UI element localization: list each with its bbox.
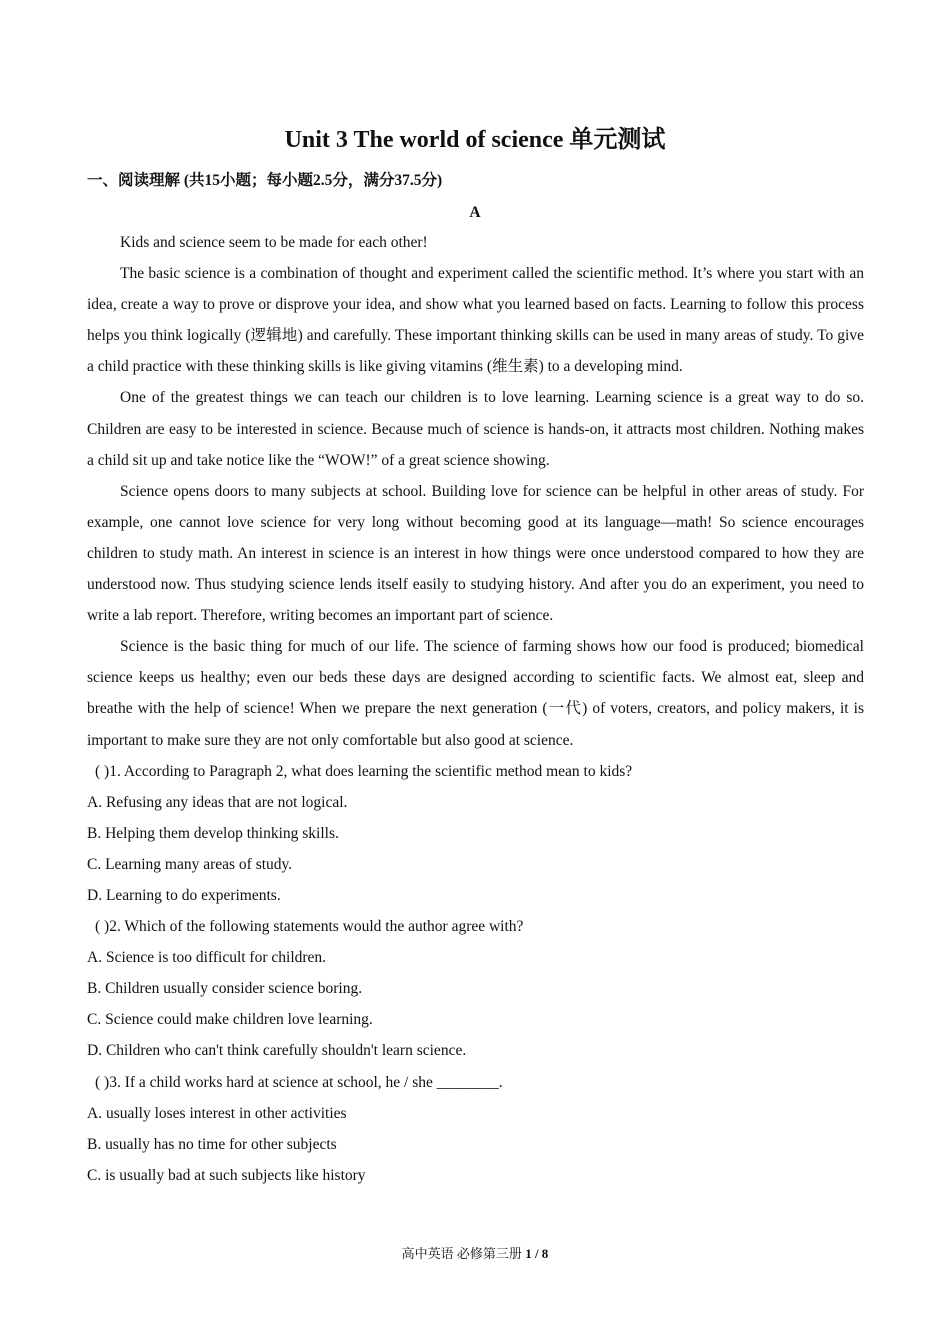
question-3-stem: ( )3. If a child works hard at science at school, he / she ________. <box>95 1073 503 1091</box>
question-3-option-c: C. is usually bad at such subjects like history <box>87 1166 366 1184</box>
question-2-option-c: C. Science could make children love learning. <box>87 1011 373 1029</box>
question-2-stem: ( )2. Which of the following statements would the author agree with? <box>95 918 524 936</box>
page-title: Unit 3 The world of science 单元测试 <box>284 127 666 153</box>
page-number: 1 / 8 <box>525 1246 549 1261</box>
question-2-option-b: B. Children usually consider science boring. <box>87 980 363 998</box>
passage-paragraph-5: Science is the basic thing for much of our life. The science of farming shows how our food is produced; biomedical science keeps us healthy; even our beds these days are designed according to scientific facts. We almost eat, sleep and breathe with the help of science! When we prepare the next generation (一代) of voters, creators, and policy makers, it is important to make sure they are not only comfortable but also good at science. <box>87 638 864 749</box>
passage-paragraph-3: One of the greatest things we can teach our children is to love learning. Learning science is a great way to do so. Children are easy to be interested in science. Because much of science is hands-on, it attracts most children. Nothing makes a child sit up and take notice like the “WOW!” of a great science showing. <box>87 389 864 469</box>
section-heading: 一、阅读理解 (共15小题；每小题2.5分，满分37.5分) <box>87 172 443 189</box>
question-1-option-d: D. Learning to do experiments. <box>87 886 281 904</box>
passage-paragraph-4: Science opens doors to many subjects at school. Building love for science can be helpful in other areas of study. For example, one cannot love science for very long without becoming good at its language—math! So science encourages children to study math. An interest in science is an interest in how things were once understood compared to how they are understood now. Thus studying science lends itself easily to studying history. And after you do an experiment, you need to write a lab report. Therefore, writing becomes an important part of science. <box>87 482 864 625</box>
passage-label: A <box>469 204 481 221</box>
page-footer <box>0 1245 950 1263</box>
question-1-stem: ( )1. According to Paragraph 2, what does learning the scientific method mean to kids? <box>95 762 633 780</box>
passage-paragraph-2: The basic science is a combination of thought and experiment called the scientific method. It’s where you start with an idea, create a way to prove or disprove your idea, and show what you learned based on facts. Learning to follow this process helps you think logically (逻辑地) and carefully. These important thinking skills can be used in many areas of study. To give a child practice with these thinking skills is like giving vitamins (维生素) to a developing mind. <box>87 265 864 376</box>
question-1-option-a: A. Refusing any ideas that are not logical. <box>87 793 348 811</box>
question-3-option-a: A. usually loses interest in other activities <box>87 1104 347 1122</box>
question-2-option-a: A. Science is too difficult for children. <box>87 949 327 967</box>
footer-text: 高中英语 必修第三册 <box>401 1246 522 1261</box>
question-2-option-d: D. Children who can't think carefully shouldn't learn science. <box>87 1042 467 1060</box>
question-3-option-b: B. usually has no time for other subjects <box>87 1135 337 1153</box>
passage-paragraph-1: Kids and science seem to be made for each other! <box>120 234 428 251</box>
question-1-option-c: C. Learning many areas of study. <box>87 855 293 873</box>
question-1-option-b: B. Helping them develop thinking skills. <box>87 824 339 842</box>
passage-content <box>87 227 864 1191</box>
